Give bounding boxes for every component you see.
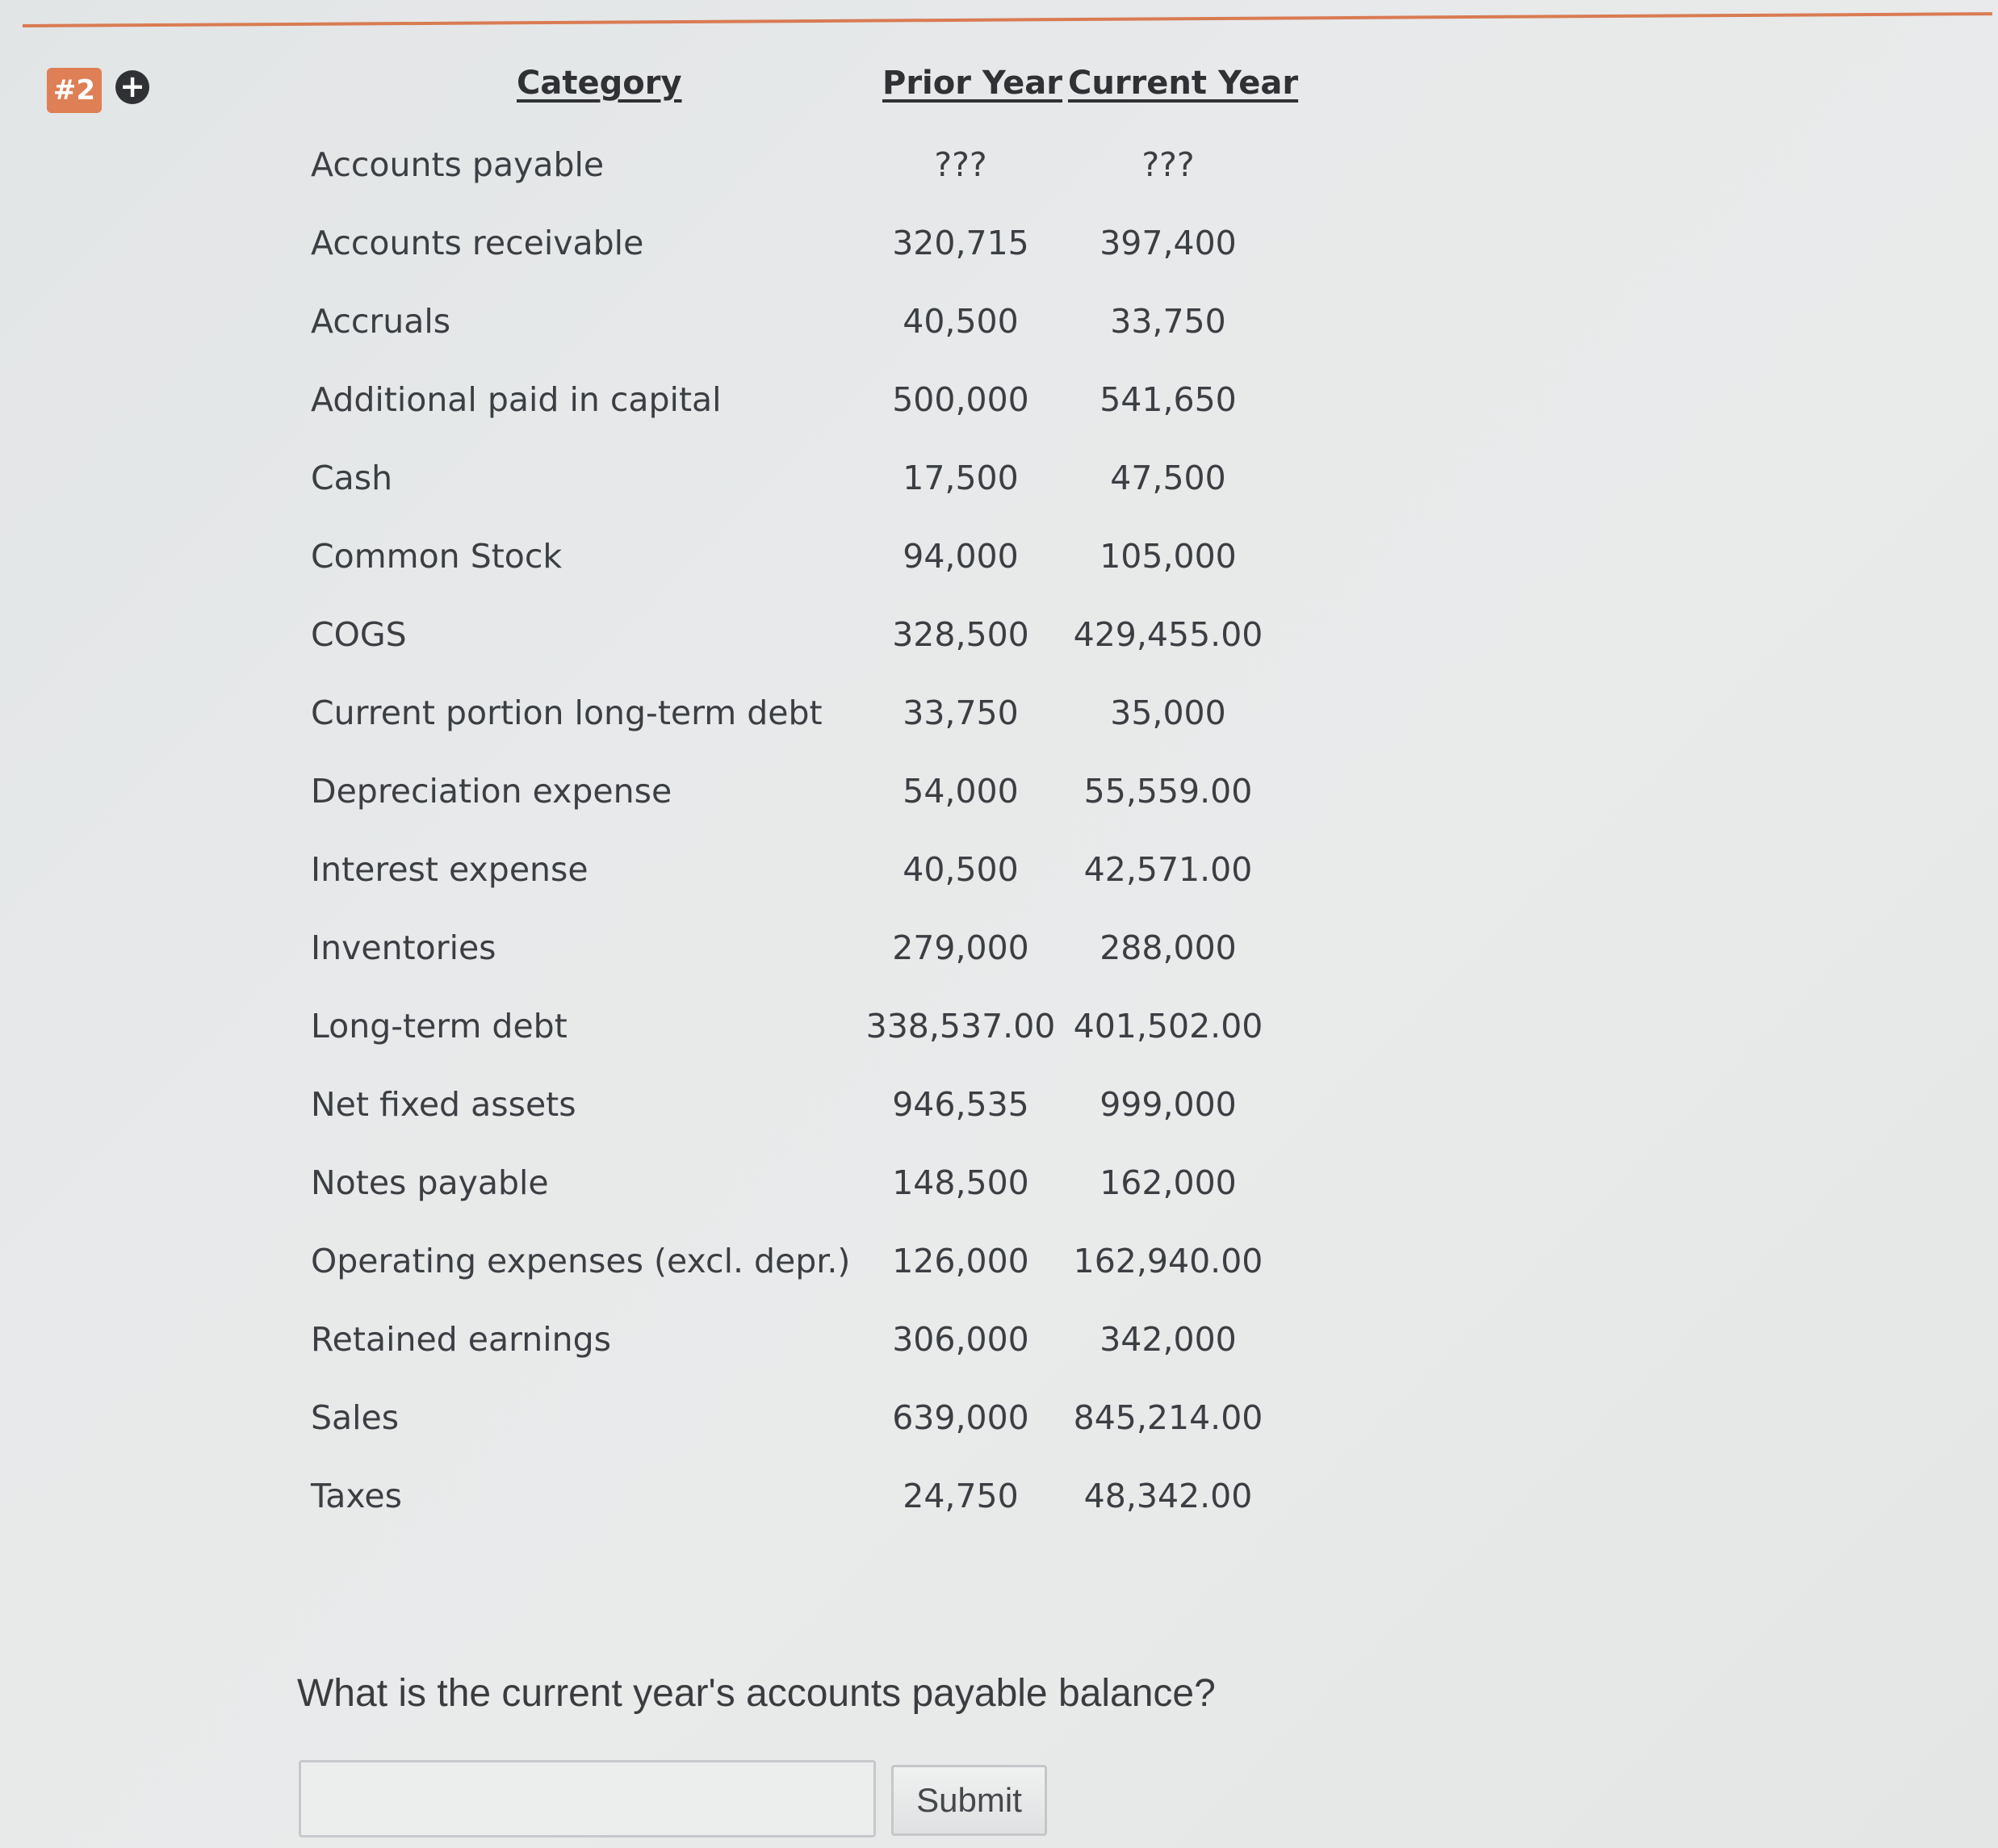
row-current-value: 105,000 (1100, 537, 1237, 576)
row-current-value: 429,455.00 (1073, 615, 1263, 654)
row-prior-value: 40,500 (903, 850, 1019, 889)
question-text: What is the current year's accounts payable balance? (297, 1672, 1216, 1715)
header-prior-year: Prior Year (882, 65, 1063, 102)
row-current-value: 342,000 (1100, 1320, 1237, 1359)
row-current-value: 47,500 (1110, 459, 1226, 497)
row-prior-value: 40,500 (903, 302, 1019, 341)
row-prior-value: 338,537.00 (865, 1007, 1056, 1046)
row-prior-value: 639,000 (892, 1398, 1029, 1437)
table-row (0, 1398, 1308, 1455)
row-category: Notes payable (311, 1163, 549, 1202)
question-number-badge: #2 (47, 68, 102, 113)
table-row (0, 302, 1308, 358)
row-prior-value: 94,000 (903, 537, 1019, 576)
table-row (0, 1242, 1308, 1298)
row-prior-value: 320,715 (892, 224, 1029, 262)
row-prior-value: 24,750 (903, 1477, 1019, 1515)
row-current-value: 541,650 (1100, 380, 1237, 419)
row-current-value: 845,214.00 (1073, 1398, 1263, 1437)
top-divider (23, 12, 1992, 27)
header-category: Category (517, 65, 682, 102)
table-row (0, 1163, 1308, 1220)
row-prior-value: 946,535 (892, 1085, 1029, 1124)
row-current-value: ??? (1141, 145, 1195, 184)
row-category: Taxes (311, 1477, 402, 1515)
header-current-year: Current Year (1068, 65, 1299, 102)
row-category: Sales (311, 1398, 400, 1437)
table-row (0, 1085, 1308, 1142)
table-row (0, 850, 1308, 907)
row-category: Long-term debt (311, 1007, 568, 1046)
row-category: Cash (311, 459, 393, 497)
row-prior-value: ??? (934, 145, 987, 184)
row-current-value: 397,400 (1100, 224, 1237, 262)
row-current-value: 162,940.00 (1073, 1242, 1263, 1280)
table-row (0, 1007, 1308, 1063)
row-prior-value: 500,000 (892, 380, 1029, 419)
submit-button[interactable]: Submit (891, 1765, 1047, 1836)
table-row (0, 928, 1308, 985)
table-row (0, 224, 1308, 280)
row-category: Interest expense (311, 850, 589, 889)
row-category: Current portion long-term debt (311, 694, 823, 732)
row-prior-value: 126,000 (892, 1242, 1029, 1280)
table-row (0, 145, 1308, 202)
table-row (0, 1320, 1308, 1377)
row-category: Retained earnings (311, 1320, 611, 1359)
row-current-value: 42,571.00 (1083, 850, 1253, 889)
row-prior-value: 17,500 (903, 459, 1019, 497)
row-category: COGS (311, 615, 407, 654)
row-category: Common Stock (311, 537, 563, 576)
table-row (0, 380, 1308, 437)
row-category: Inventories (311, 928, 496, 967)
row-current-value: 33,750 (1110, 302, 1226, 341)
table-row (0, 694, 1308, 750)
answer-input[interactable] (299, 1760, 876, 1838)
table-row (0, 772, 1308, 828)
row-prior-value: 54,000 (903, 772, 1019, 811)
row-category: Accounts receivable (311, 224, 644, 262)
row-category: Additional paid in capital (311, 380, 722, 419)
row-prior-value: 148,500 (892, 1163, 1029, 1202)
row-current-value: 162,000 (1100, 1163, 1237, 1202)
row-category: Net fixed assets (311, 1085, 576, 1124)
row-current-value: 35,000 (1110, 694, 1226, 732)
expand-plus-icon[interactable]: + (115, 70, 149, 104)
row-current-value: 48,342.00 (1083, 1477, 1253, 1515)
table-row (0, 459, 1308, 515)
row-category: Depreciation expense (311, 772, 672, 811)
row-category: Operating expenses (excl. depr.) (311, 1242, 851, 1280)
table-row (0, 615, 1308, 672)
row-prior-value: 33,750 (903, 694, 1019, 732)
table-row (0, 537, 1308, 593)
row-prior-value: 279,000 (892, 928, 1029, 967)
row-current-value: 55,559.00 (1083, 772, 1253, 811)
row-current-value: 401,502.00 (1073, 1007, 1263, 1046)
row-current-value: 288,000 (1100, 928, 1237, 967)
table-row (0, 1477, 1308, 1533)
row-prior-value: 328,500 (892, 615, 1029, 654)
row-category: Accounts payable (311, 145, 605, 184)
row-category: Accruals (311, 302, 451, 341)
row-current-value: 999,000 (1100, 1085, 1237, 1124)
row-prior-value: 306,000 (892, 1320, 1029, 1359)
